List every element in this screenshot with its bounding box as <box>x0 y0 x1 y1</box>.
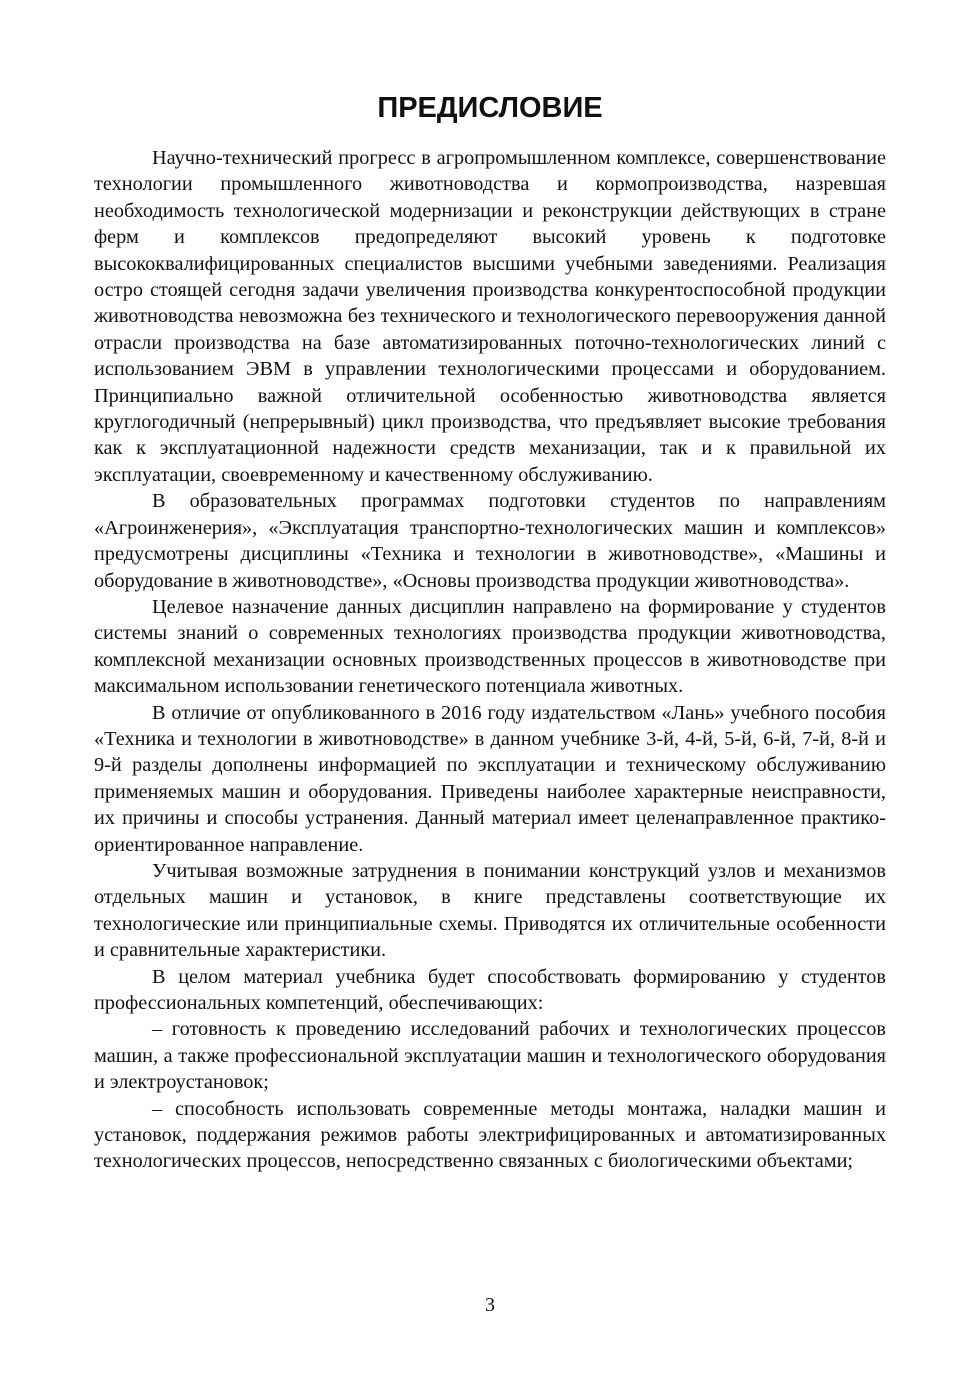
paragraph-programs: В образовательных программах подготовки студентов по направлениям «Агроинженерия», «Эксплуатация транспортно-технологических машин и комплексов» предусмотрены дисциплины «Техника и технологии в животноводстве», «Машины и оборудование в животноводстве», «Основы производства продукции животноводства». <box>94 490 886 592</box>
body-text <box>94 145 886 1175</box>
page-title: ПРЕДИСЛОВИЕ <box>377 92 603 124</box>
paragraph-schemes: Учитывая возможные затруднения в понимании конструкций узлов и механизмов отдельных машин и установок, в книге представлены соответствующие их технологические или принципиальные схемы. Приводятся их отличительные особенности и сравнительные характеристики. <box>94 859 886 962</box>
paragraph-purpose: Целевое назначение данных дисциплин направлено на формирование у студентов системы знаний о современных технологиях производства продукции животноводства, комплексной механизации основных производственных процессов в животноводстве при максимальном использовании генетического потенциала животных. <box>94 595 886 698</box>
page-number: 3 <box>485 1294 495 1316</box>
paragraph-competencies: В целом материал учебника будет способствовать формированию у студентов профессиональных компетенций, обеспечивающих: <box>94 965 886 1014</box>
paragraph-intro: Научно-технический прогресс в агропромышленном комплексе, совершенствование технологии промышленного животноводства и кормопроизводства, назревшая необходимость технологической модернизации и реконструкции действующих в стране ферм и комплексов предопределяют высокий уровень к подготовке высококвалифицированных специалистов высшими учебными заведениями. Реализация остро стоящей сегодня задачи увеличения производства конкурентоспособной продукции животноводства невозможна без технического и технологического перевооружения данной отрасли производства на базе автоматизированных поточно-технологических линий с использованием ЭВМ в управлении технологическими процессами и оборудованием. Принципиально важной отличительной особенностью животноводства является круглогодичный (непрерывный) цикл производства, что предъявляет высокие требования как к эксплуатационной надежности средств механизации, так и к правильной их эксплуатации, своевременному и качественному обслуживанию. <box>94 147 886 486</box>
paragraph-differences: В отличие от опубликованного в 2016 году издательством «Лань» учебного пособия «Техника и технологии в животноводстве» в данном учебнике 3-й, 4-й, 5-й, 6-й, 7-й, 8-й и 9-й разделы дополнены информацией по эксплуатации и техническому обслуживанию применяемых машин и оборудования. Приведены наиболее характерные неисправности, их причины и способы устранения. Данный материал имеет целенаправленное практико-ориентированное направление. <box>94 701 886 856</box>
list-item-ability: – способность использовать современные методы монтажа, наладки машин и установок, поддержания режимов работы электрифицированных и автоматизированных технологических процессов, непосредственно связанных с биологическими объектами; <box>94 1097 886 1173</box>
list-item-readiness: – готовность к проведению исследований рабочих и технологических процессов машин, а также профессиональной эксплуатации машин и технологического оборудования и электроустановок; <box>94 1018 886 1094</box>
